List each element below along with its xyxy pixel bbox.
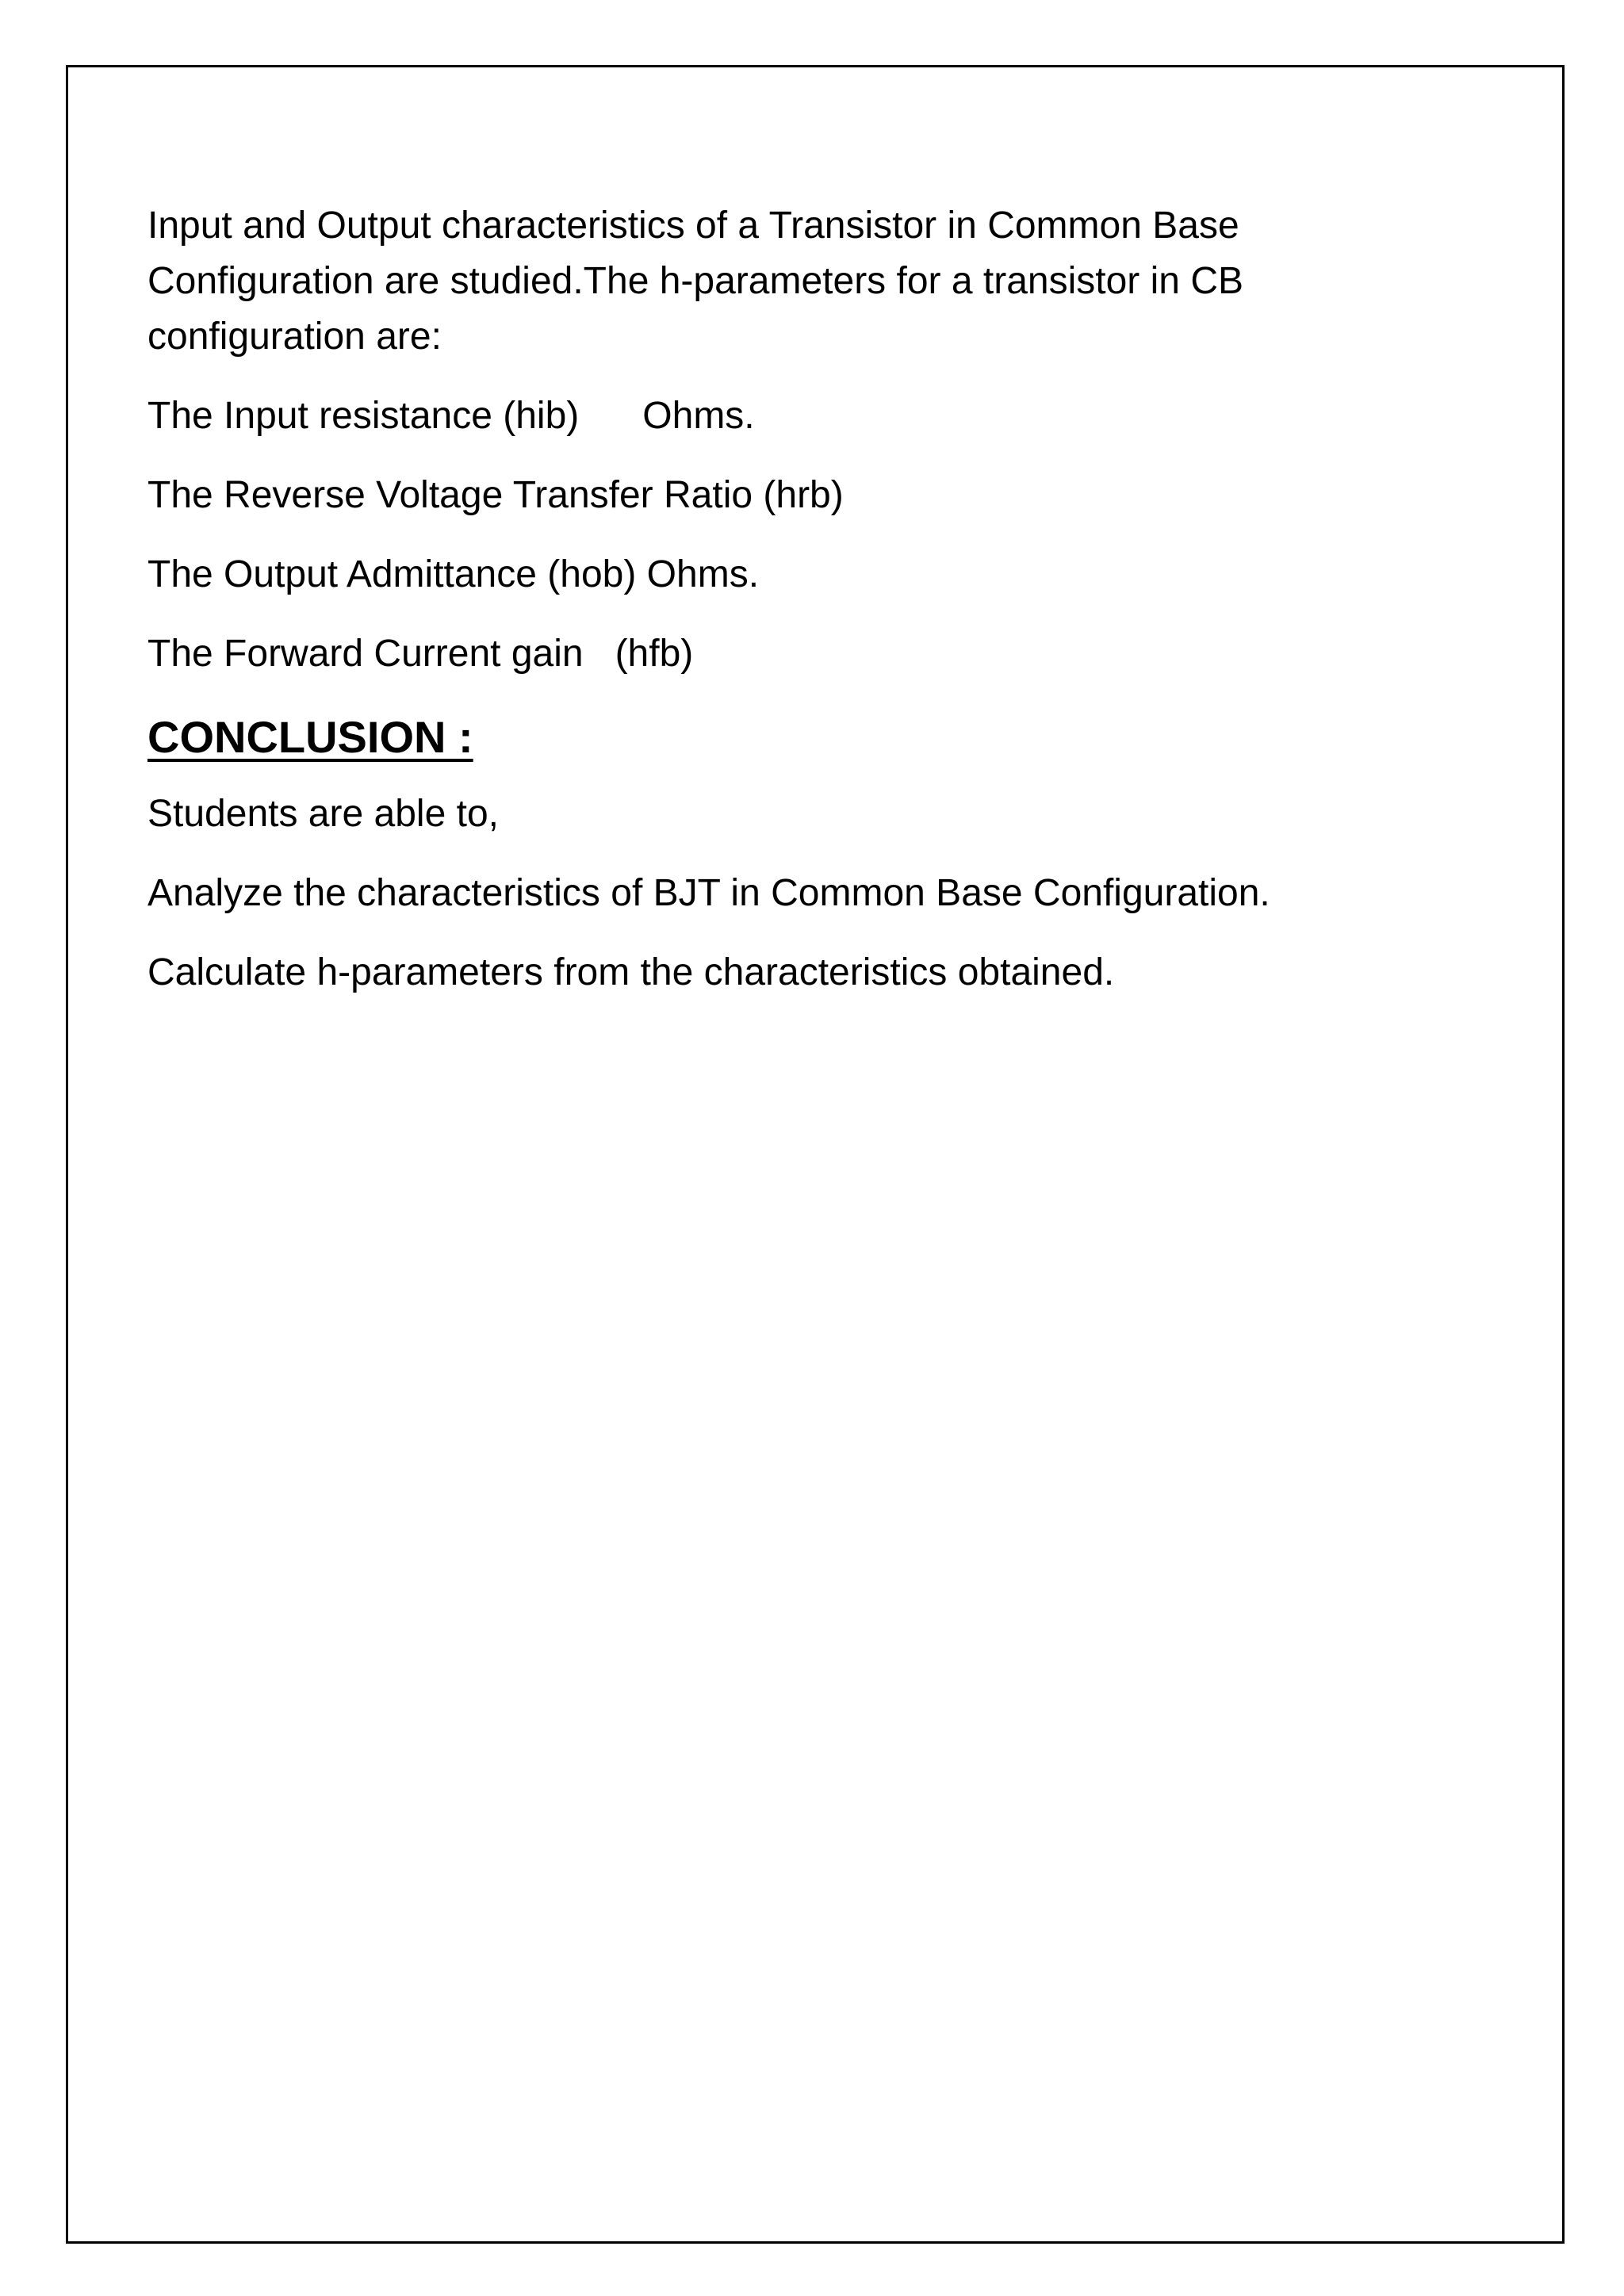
intro-line: Configuration are studied.The h-parameters for a transistor in CB (147, 260, 1243, 302)
conclusion-heading: CONCLUSION : (147, 712, 473, 762)
conclusion-line: Students are able to, (147, 793, 499, 835)
intro-line: Input and Output characteristics of a Transistor in Common Base (147, 205, 1239, 247)
param-reverse-voltage-ratio: The Reverse Voltage Transfer Ratio (hrb) (147, 474, 844, 516)
conclusion-line: Calculate h-parameters from the characteristics obtained. (147, 951, 1115, 993)
param-input-resistance: The Input resistance (hib) Ohms. (147, 395, 755, 437)
document-body (147, 198, 1480, 1024)
intro-paragraph (147, 198, 1480, 365)
param-forward-current-gain: The Forward Current gain (hfb) (147, 633, 694, 675)
conclusion-line: Analyze the characteristics of BJT in Common Base Configuration. (147, 872, 1270, 914)
param-output-admittance: The Output Admittance (hob) Ohms. (147, 553, 760, 595)
intro-line: configuration are: (147, 316, 442, 358)
